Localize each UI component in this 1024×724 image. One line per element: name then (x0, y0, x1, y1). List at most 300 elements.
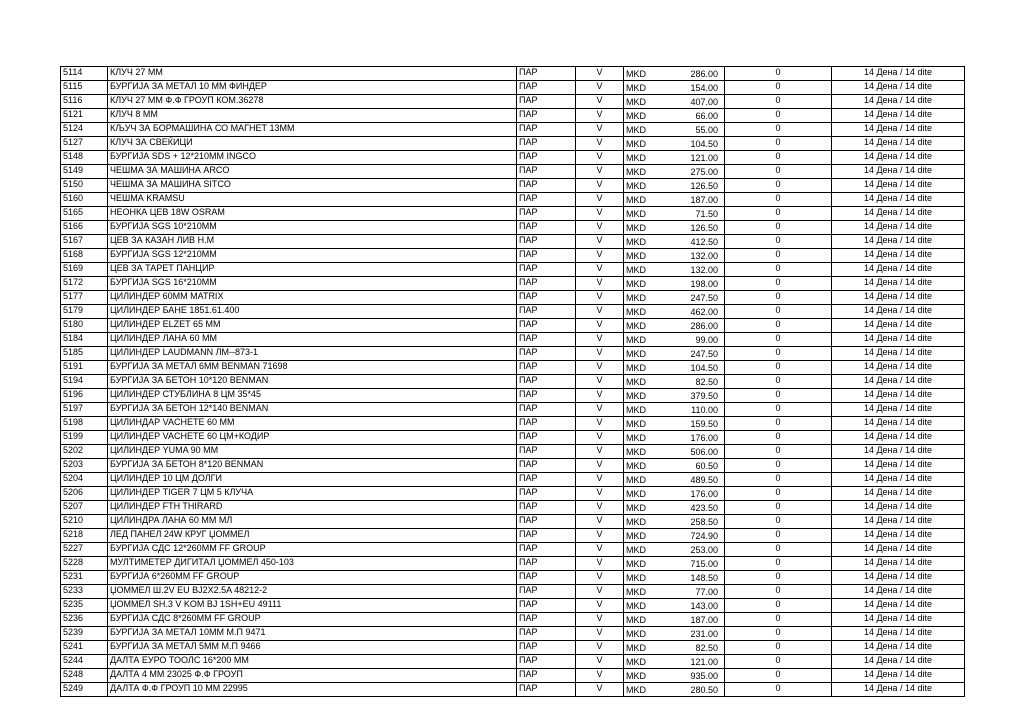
price-cell (624, 473, 725, 487)
item-name-cell: МУЛТИМЕТЕР ДИГИТАЛ ЏОММЕЛ 450-103 (108, 557, 517, 571)
item-code-cell: 5184 (61, 333, 108, 347)
delivery-cell: 14 Дена / 14 dite (832, 249, 965, 263)
stock-cell: 0 (725, 403, 832, 417)
vat-cell: V (576, 221, 624, 235)
vat-cell: V (576, 403, 624, 417)
price-value: 121.00 (690, 657, 718, 667)
unit-cell: ПАР (517, 487, 576, 501)
unit-cell: ПАР (517, 263, 576, 277)
item-code-cell: 5148 (61, 151, 108, 165)
delivery-cell: 14 Дена / 14 dite (832, 193, 965, 207)
currency-label: MKD (626, 153, 646, 163)
table-row (61, 109, 965, 123)
unit-cell: ПАР (517, 683, 576, 697)
price-cell (624, 249, 725, 263)
currency-label: MKD (626, 503, 646, 513)
unit-cell: ПАР (517, 375, 576, 389)
currency-label: MKD (626, 167, 646, 177)
vat-cell: V (576, 431, 624, 445)
vat-cell: V (576, 683, 624, 697)
vat-cell: V (576, 669, 624, 683)
currency-label: MKD (626, 321, 646, 331)
stock-cell: 0 (725, 389, 832, 403)
item-code-cell: 5241 (61, 641, 108, 655)
price-cell (624, 193, 725, 207)
price-value: 407.00 (690, 97, 718, 107)
item-name-cell: ЦИЛИНДЕР FTH THIRARD (108, 501, 517, 515)
stock-cell: 0 (725, 193, 832, 207)
vat-cell: V (576, 515, 624, 529)
price-cell (624, 151, 725, 165)
vat-cell: V (576, 123, 624, 137)
delivery-cell: 14 Дена / 14 dite (832, 543, 965, 557)
delivery-cell: 14 Дена / 14 dite (832, 683, 965, 697)
currency-label: MKD (626, 573, 646, 583)
item-name-cell: БУРГИЈА SGS 12*210ММ (108, 249, 517, 263)
price-value: 82.50 (695, 377, 718, 387)
item-code-cell: 5115 (61, 81, 108, 95)
table-row (61, 445, 965, 459)
delivery-cell: 14 Дена / 14 dite (832, 67, 965, 81)
delivery-cell: 14 Дена / 14 dite (832, 151, 965, 165)
table-row (61, 333, 965, 347)
unit-cell: ПАР (517, 515, 576, 529)
stock-cell: 0 (725, 431, 832, 445)
delivery-cell: 14 Дена / 14 dite (832, 473, 965, 487)
price-value: 110.00 (691, 405, 718, 415)
item-code-cell: 5233 (61, 585, 108, 599)
delivery-cell: 14 Дена / 14 dite (832, 417, 965, 431)
currency-label: MKD (626, 657, 646, 667)
currency-label: MKD (626, 643, 646, 653)
price-cell (624, 165, 725, 179)
stock-cell: 0 (725, 361, 832, 375)
currency-label: MKD (626, 363, 646, 373)
stock-cell: 0 (725, 473, 832, 487)
item-code-cell: 5196 (61, 389, 108, 403)
price-cell (624, 347, 725, 361)
unit-cell: ПАР (517, 655, 576, 669)
delivery-cell: 14 Дена / 14 dite (832, 109, 965, 123)
currency-label: MKD (626, 461, 646, 471)
currency-label: MKD (626, 475, 646, 485)
item-name-cell: ЏОММЕЛ Ш.2V EU BJ2X2.5A 48212-2 (108, 585, 517, 599)
price-cell (624, 277, 725, 291)
price-value: 280.50 (690, 685, 718, 695)
item-name-cell: ЦИЛИНДЕР 60ММ MATRIX (108, 291, 517, 305)
vat-cell: V (576, 67, 624, 81)
table-row (61, 403, 965, 417)
item-code-cell: 5150 (61, 179, 108, 193)
vat-cell: V (576, 417, 624, 431)
delivery-cell: 14 Дена / 14 dite (832, 137, 965, 151)
currency-label: MKD (626, 405, 646, 415)
unit-cell: ПАР (517, 445, 576, 459)
vat-cell: V (576, 585, 624, 599)
vat-cell: V (576, 263, 624, 277)
stock-cell: 0 (725, 319, 832, 333)
price-cell (624, 389, 725, 403)
unit-cell: ПАР (517, 333, 576, 347)
delivery-cell: 14 Дена / 14 dite (832, 333, 965, 347)
stock-cell: 0 (725, 627, 832, 641)
unit-cell: ПАР (517, 319, 576, 333)
stock-cell: 0 (725, 277, 832, 291)
stock-cell: 0 (725, 459, 832, 473)
item-name-cell: КЉУЧ ЗА БОРМАШИНА СО МАГНЕТ 13ММ (108, 123, 517, 137)
price-cell (624, 613, 725, 627)
vat-cell: V (576, 333, 624, 347)
table-row (61, 221, 965, 235)
stock-cell: 0 (725, 375, 832, 389)
item-code-cell: 5227 (61, 543, 108, 557)
unit-cell: ПАР (517, 207, 576, 221)
item-code-cell: 5191 (61, 361, 108, 375)
currency-label: MKD (626, 83, 646, 93)
delivery-cell: 14 Дена / 14 dite (832, 235, 965, 249)
unit-cell: ПАР (517, 249, 576, 263)
table-row (61, 347, 965, 361)
table-row (61, 515, 965, 529)
price-cell (624, 263, 725, 277)
currency-label: MKD (626, 181, 646, 191)
currency-label: MKD (626, 251, 646, 261)
item-name-cell: ЦИЛИНДЕР 10 ЦМ ДОЛГИ (108, 473, 517, 487)
unit-cell: ПАР (517, 123, 576, 137)
currency-label: MKD (626, 69, 646, 79)
vat-cell: V (576, 375, 624, 389)
price-cell (624, 557, 725, 571)
item-code-cell: 5179 (61, 305, 108, 319)
price-value: 55.00 (695, 125, 718, 135)
vat-cell: V (576, 529, 624, 543)
table-row (61, 669, 965, 683)
currency-label: MKD (626, 615, 646, 625)
vat-cell: V (576, 641, 624, 655)
item-name-cell: ДАЛТА 4 ММ 23025 Ф.Ф ГРОУП (108, 669, 517, 683)
delivery-cell: 14 Дена / 14 dite (832, 529, 965, 543)
price-value: 154.00 (690, 83, 718, 93)
price-cell (624, 137, 725, 151)
table-row (61, 277, 965, 291)
delivery-cell: 14 Дена / 14 dite (832, 81, 965, 95)
price-cell (624, 235, 725, 249)
price-value: 82.50 (695, 643, 718, 653)
item-code-cell: 5167 (61, 235, 108, 249)
delivery-cell: 14 Дена / 14 dite (832, 459, 965, 473)
currency-label: MKD (626, 279, 646, 289)
unit-cell: ПАР (517, 389, 576, 403)
table-row (61, 585, 965, 599)
delivery-cell: 14 Дена / 14 dite (832, 305, 965, 319)
delivery-cell: 14 Дена / 14 dite (832, 641, 965, 655)
price-cell (624, 599, 725, 613)
delivery-cell: 14 Дена / 14 dite (832, 627, 965, 641)
unit-cell: ПАР (517, 641, 576, 655)
table-row (61, 291, 965, 305)
table-row (61, 123, 965, 137)
price-value: 286.00 (690, 321, 718, 331)
delivery-cell: 14 Дена / 14 dite (832, 361, 965, 375)
price-cell (624, 683, 725, 697)
price-cell (624, 319, 725, 333)
item-code-cell: 5239 (61, 627, 108, 641)
vat-cell: V (576, 81, 624, 95)
price-cell (624, 305, 725, 319)
unit-cell: ПАР (517, 67, 576, 81)
stock-cell: 0 (725, 529, 832, 543)
item-name-cell: БУРГИЈА SDS + 12*210MM INGCO (108, 151, 517, 165)
delivery-cell: 14 Дена / 14 dite (832, 347, 965, 361)
table-row (61, 165, 965, 179)
vat-cell: V (576, 179, 624, 193)
item-code-cell: 5149 (61, 165, 108, 179)
vat-cell: V (576, 445, 624, 459)
item-code-cell: 5210 (61, 515, 108, 529)
price-value: 247.50 (690, 293, 718, 303)
price-cell (624, 529, 725, 543)
price-cell (624, 459, 725, 473)
stock-cell: 0 (725, 557, 832, 571)
unit-cell: ПАР (517, 221, 576, 235)
delivery-cell: 14 Дена / 14 dite (832, 445, 965, 459)
table-row (61, 655, 965, 669)
table-row (61, 305, 965, 319)
price-cell (624, 431, 725, 445)
currency-label: MKD (626, 391, 646, 401)
stock-cell: 0 (725, 249, 832, 263)
price-value: 132.00 (690, 265, 718, 275)
price-cell (624, 333, 725, 347)
item-name-cell: КЛУЧ ЗА СВЕЌИЦИ (108, 137, 517, 151)
delivery-cell: 14 Дена / 14 dite (832, 585, 965, 599)
item-name-cell: ЛЕД ПАНЕЛ 24W КРУГ ЏОММЕЛ (108, 529, 517, 543)
price-value: 71.50 (695, 209, 718, 219)
table-row (61, 529, 965, 543)
delivery-cell: 14 Дена / 14 dite (832, 375, 965, 389)
delivery-cell: 14 Дена / 14 dite (832, 319, 965, 333)
price-value: 286.00 (690, 69, 718, 79)
unit-cell: ПАР (517, 529, 576, 543)
unit-cell: ПАР (517, 669, 576, 683)
table-row (61, 235, 965, 249)
stock-cell: 0 (725, 669, 832, 683)
item-code-cell: 5235 (61, 599, 108, 613)
currency-label: MKD (626, 629, 646, 639)
unit-cell: ПАР (517, 81, 576, 95)
currency-label: MKD (626, 377, 646, 387)
item-name-cell: ЦЕВ ЗА КАЗАН ЛИВ Н.М (108, 235, 517, 249)
vat-cell: V (576, 613, 624, 627)
item-code-cell: 5202 (61, 445, 108, 459)
unit-cell: ПАР (517, 151, 576, 165)
price-value: 247.50 (690, 349, 718, 359)
price-value: 126.50 (690, 223, 718, 233)
price-cell (624, 179, 725, 193)
delivery-cell: 14 Дена / 14 dite (832, 263, 965, 277)
currency-label: MKD (626, 671, 646, 681)
currency-label: MKD (626, 307, 646, 317)
stock-cell: 0 (725, 137, 832, 151)
item-code-cell: 5127 (61, 137, 108, 151)
item-code-cell: 5204 (61, 473, 108, 487)
table-row (61, 417, 965, 431)
item-code-cell: 5114 (61, 67, 108, 81)
vat-cell: V (576, 571, 624, 585)
currency-label: MKD (626, 531, 646, 541)
currency-label: MKD (626, 209, 646, 219)
price-value: 77.00 (695, 587, 718, 597)
delivery-cell: 14 Дена / 14 dite (832, 487, 965, 501)
item-name-cell: ЦИЛИНДЕР YUMA 90 MM (108, 445, 517, 459)
item-name-cell: БУРГИЈА ЗА МЕТАЛ 6ММ BENMAN 71698 (108, 361, 517, 375)
unit-cell: ПАР (517, 95, 576, 109)
vat-cell: V (576, 95, 624, 109)
price-value: 187.00 (690, 195, 718, 205)
price-cell (624, 585, 725, 599)
unit-cell: ПАР (517, 557, 576, 571)
price-cell (624, 109, 725, 123)
delivery-cell: 14 Дена / 14 dite (832, 501, 965, 515)
delivery-cell: 14 Дена / 14 dite (832, 655, 965, 669)
unit-cell: ПАР (517, 361, 576, 375)
item-code-cell: 5172 (61, 277, 108, 291)
delivery-cell: 14 Дена / 14 dite (832, 95, 965, 109)
unit-cell: ПАР (517, 165, 576, 179)
unit-cell: ПАР (517, 627, 576, 641)
item-name-cell: ЦИЛИНДЕР ELZET 65 MM (108, 319, 517, 333)
vat-cell: V (576, 151, 624, 165)
delivery-cell: 14 Дена / 14 dite (832, 669, 965, 683)
vat-cell: V (576, 361, 624, 375)
item-name-cell: ЦИЛИНДЕР LAUDMANN ЛМ--873-1 (108, 347, 517, 361)
unit-cell: ПАР (517, 571, 576, 585)
vat-cell: V (576, 291, 624, 305)
delivery-cell: 14 Дена / 14 dite (832, 431, 965, 445)
stock-cell: 0 (725, 67, 832, 81)
item-code-cell: 5160 (61, 193, 108, 207)
stock-cell: 0 (725, 683, 832, 697)
unit-cell: ПАР (517, 585, 576, 599)
delivery-cell: 14 Дена / 14 dite (832, 557, 965, 571)
price-cell (624, 361, 725, 375)
delivery-cell: 14 Дена / 14 dite (832, 599, 965, 613)
item-code-cell: 5198 (61, 417, 108, 431)
item-name-cell: БУРГИЈА SGS 16*210ММ (108, 277, 517, 291)
table-row (61, 557, 965, 571)
price-value: 66.00 (695, 111, 718, 121)
item-code-cell: 5165 (61, 207, 108, 221)
stock-cell: 0 (725, 571, 832, 585)
price-value: 423.50 (690, 503, 718, 513)
item-code-cell: 5248 (61, 669, 108, 683)
table-row (61, 627, 965, 641)
vat-cell: V (576, 137, 624, 151)
stock-cell: 0 (725, 81, 832, 95)
item-code-cell: 5236 (61, 613, 108, 627)
item-name-cell: БУРГИЈА SGS 10*210ММ (108, 221, 517, 235)
item-code-cell: 5231 (61, 571, 108, 585)
price-value: 231.00 (690, 629, 718, 639)
table-row (61, 361, 965, 375)
delivery-cell: 14 Дена / 14 dite (832, 515, 965, 529)
item-name-cell: КЛУЧ 27 ММ (108, 67, 517, 81)
stock-cell: 0 (725, 123, 832, 137)
unit-cell: ПАР (517, 473, 576, 487)
price-cell (624, 571, 725, 585)
table-row (61, 473, 965, 487)
item-name-cell: ЦИЛИНДРА ЛАНА 60 ММ МЛ (108, 515, 517, 529)
item-code-cell: 5169 (61, 263, 108, 277)
item-code-cell: 5180 (61, 319, 108, 333)
price-value: 462.00 (690, 307, 718, 317)
delivery-cell: 14 Дена / 14 dite (832, 165, 965, 179)
price-value: 132.00 (690, 251, 718, 261)
item-code-cell: 5185 (61, 347, 108, 361)
price-cell (624, 515, 725, 529)
table-row (61, 319, 965, 333)
unit-cell: ПАР (517, 179, 576, 193)
stock-cell: 0 (725, 417, 832, 431)
price-cell (624, 123, 725, 137)
currency-label: MKD (626, 587, 646, 597)
unit-cell: ПАР (517, 599, 576, 613)
currency-label: MKD (626, 433, 646, 443)
item-name-cell: БУРГИЈА ЗА МЕТАЛ 10ММ М.П 9471 (108, 627, 517, 641)
price-cell (624, 627, 725, 641)
item-code-cell: 5244 (61, 655, 108, 669)
table-row (61, 431, 965, 445)
unit-cell: ПАР (517, 543, 576, 557)
currency-label: MKD (626, 601, 646, 611)
vat-cell: V (576, 235, 624, 249)
currency-label: MKD (626, 335, 646, 345)
table-row (61, 193, 965, 207)
item-code-cell: 5121 (61, 109, 108, 123)
price-value: 176.00 (690, 433, 718, 443)
price-value: 198.00 (690, 279, 718, 289)
item-name-cell: КЛУЧ 27 ММ Ф.Ф ГРОУП КОМ.36278 (108, 95, 517, 109)
stock-cell: 0 (725, 263, 832, 277)
table-row (61, 389, 965, 403)
currency-label: MKD (626, 223, 646, 233)
item-code-cell: 5124 (61, 123, 108, 137)
unit-cell: ПАР (517, 347, 576, 361)
currency-label: MKD (626, 293, 646, 303)
currency-label: MKD (626, 349, 646, 359)
currency-label: MKD (626, 447, 646, 457)
price-value: 258.50 (690, 517, 718, 527)
item-code-cell: 5228 (61, 557, 108, 571)
price-cell (624, 375, 725, 389)
price-value: 379.50 (690, 391, 718, 401)
price-value: 253.00 (690, 545, 718, 555)
table-body (61, 67, 965, 697)
price-value: 187.00 (690, 615, 718, 625)
vat-cell: V (576, 473, 624, 487)
stock-cell: 0 (725, 445, 832, 459)
vat-cell: V (576, 347, 624, 361)
price-value: 724.90 (690, 531, 718, 541)
stock-cell: 0 (725, 95, 832, 109)
item-name-cell: БУРГИЈА СДС 12*260ММ FF GROUP (108, 543, 517, 557)
price-cell (624, 445, 725, 459)
price-value: 104.50 (690, 139, 718, 149)
currency-label: MKD (626, 419, 646, 429)
stock-cell: 0 (725, 501, 832, 515)
item-name-cell: ЏОММЕЛ SH.3 V KOM BJ 1SH+EU 49111 (108, 599, 517, 613)
item-name-cell: ЧЕШМА ЗА МАШИНА SITCO (108, 179, 517, 193)
